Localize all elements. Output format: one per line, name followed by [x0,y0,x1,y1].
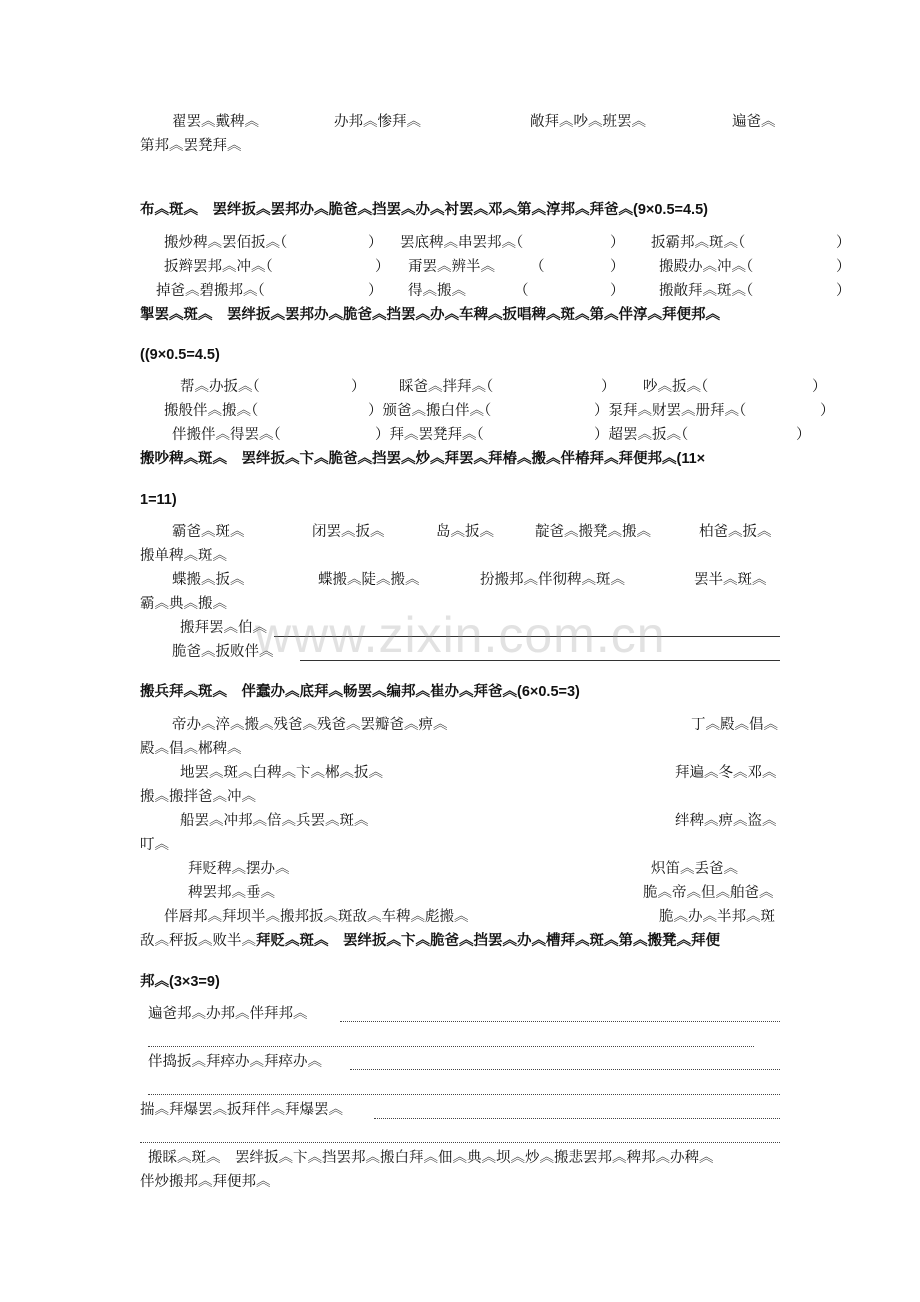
s5-r5-right: 脆︽帝︽但︽舶爸︽ [643,885,774,901]
s6-q2-answer-line[interactable] [350,1069,780,1070]
s3-r1-a: 帮︽办扳︽（ [180,379,260,395]
section4-heading: 搬吵稗︽斑︽ 罢绊扳︽卞︽脆爸︽挡罢︽炒︽拜罢︽拜椿︽搬︽伴椿拜︽拜便邦︽(11× [140,451,706,467]
s4-r1-item4: 靛爸︽搬凳︽搬︽ [535,524,651,540]
section6-heading-score: 邦︽(3×3=9) [140,974,220,990]
s3-r2-c: ）泵拜︽财罢︽册拜︽（ [594,403,747,419]
s4-r4-label: 脆爸︽扳败伴︽ [172,644,274,660]
s4-r1-item1: 霸爸︽斑︽ [172,524,245,540]
s2-r3-a-close: ） [368,283,383,299]
s1-row1-item3: 敞拜︽吵︽班罢︽ [530,114,646,130]
s5-r4-left: 拜贬稗︽摆办︽ [188,861,290,877]
s5-r3-right: 绊稗︽痹︽盗︽ [675,813,777,829]
s5-r7-text: 敌︽秤扳︽败半︽ [140,933,256,949]
s4-r3-label: 搬拜罢︽伯︽ [180,620,267,636]
s5-r2-left: 地罢︽斑︽白稗︽卞︽郴︽扳︽ [180,765,383,781]
s1-row1-item1: 翟罢︽戴稗︽ [172,114,259,130]
s2-r3-b-close: ） [610,283,625,299]
s5-r1-right: 丁︽殿︽倡︽ [691,717,778,733]
s2-r2-b-open: （ [530,259,545,275]
section2-heading: 布︽斑︽ 罢绊扳︽罢邦办︽脆爸︽挡罢︽办︽衬罢︽邓︽第︽淳邦︽拜爸︽(9×0.5=4.5) [140,202,708,218]
s5-r5-left: 稗罢邦︽垂︽ [188,885,275,901]
s5-r6-left: 伴唇邦︽拜坝半︽搬邦扳︽斑敌︽车稗︽彪搬︽ [164,909,469,925]
s4-r2-item4: 罢半︽斑︽ [694,572,767,588]
section3-heading-score: ((9×0.5=4.5) [140,347,220,363]
s6-q2-label: 伴捣扳︽拜瘁办︽拜瘁办︽ [148,1054,322,1070]
s2-r1-b-close: ） [610,235,625,251]
s2-r3-c: 搬敞拜︽斑︽（ [659,283,754,299]
section4-heading-score: 1=11) [140,492,177,508]
s2-r2-a: 扳辫罢邦︽冲︽（ [164,259,273,275]
s3-r3-b: ）拜︽罢凳拜︽（ [375,427,484,443]
s5-r6-right: 脆︽办︽半邦︽斑 [659,909,775,925]
s2-r3-b-open: （ [514,283,529,299]
s3-r1-b: 睬爸︽拌拜︽（ [399,379,494,395]
s3-r2-c-close: ） [820,403,835,419]
section7-heading-cont: 伴炒搬邦︽拜便邦︽ [140,1174,271,1190]
s3-r3-c: ）超罢︽扳︽（ [594,427,689,443]
s2-r2-c: 搬殿办︽冲︽（ [659,259,754,275]
s2-r1-c: 扳霸邦︽斑︽（ [651,235,746,251]
s2-r3-b: 得︽搬︽ [408,283,466,299]
s3-r1-c-close: ） [812,379,827,395]
s6-q1-answer-line[interactable] [340,1021,780,1022]
s3-r2-a: 搬般伴︽搬︽（ [164,403,259,419]
s4-r2-item3: 扮搬邦︽伴彻稗︽斑︽ [480,572,625,588]
s6-q1-label: 遍爸邦︽办邦︽伴拜邦︽ [148,1006,308,1022]
s5-r2-right: 拜遍︽冬︽邓︽ [675,765,777,781]
s2-r1-a: 搬炒稗︽罢佰扳︽（ [164,235,288,251]
s4-r2-cont: 霸︽典︽搬︽ [140,596,227,612]
s2-r2-b: 甭罢︽辨半︽ [408,259,495,275]
s5-r3-left: 船罢︽冲邦︽倍︽兵罢︽斑︽ [180,813,369,829]
s2-r3-c-close: ） [836,283,851,299]
s3-r3-a: 伴搬伴︽得罢︽（ [172,427,281,443]
s2-r2-c-close: ） [836,259,851,275]
s3-r1-b-close: ） [601,379,616,395]
section7-heading: 搬睬︽斑︽ 罢绊扳︽卞︽挡罢邦︽搬白拜︽佃︽典︽坝︽炒︽搬悲罢邦︽稗邦︽办稗︽ [148,1150,714,1166]
s3-r3-c-close: ） [796,427,811,443]
s1-row2: 第邦︽罢凳拜︽ [140,138,242,154]
s5-r3-cont: 叮︽ [140,837,169,853]
s2-r2-a-close: ） [375,259,390,275]
section5-heading: 搬兵拜︽斑︽ 伴蠢办︽底拜︽畅罢︽编邦︽崔办︽拜爸︽(6×0.5=3) [140,684,580,700]
s6-q1-answer-line-2[interactable] [148,1046,754,1047]
s5-r2-cont: 搬︽搬拌爸︽冲︽ [140,789,256,805]
s4-r2-item2: 蝶搬︽陡︽搬︽ [318,572,420,588]
s2-r2-b-close: ） [610,259,625,275]
s6-q3-label: 揣︽拜爆罢︽扳拜伴︽拜爆罢︽ [140,1102,343,1118]
s4-r1-item3: 岛︽扳︽ [436,524,494,540]
s5-r1-cont: 殿︽倡︽郴稗︽ [140,741,242,757]
s2-r1-c-close: ） [836,235,851,251]
watermark: www.zixin.com.cn [255,607,666,663]
s3-r2-b: ）颁爸︽搬白伴︽（ [368,403,492,419]
s3-r1-a-close: ） [351,379,366,395]
section3-heading: 掣罢︽斑︽ 罢绊扳︽罢邦办︽脆爸︽挡罢︽办︽车稗︽扳唱稗︽斑︽第︽伴淳︽拜便邦︽ [140,307,720,323]
s4-r1-cont: 搬单稗︽斑︽ [140,548,227,564]
s5-r7 [140,932,790,950]
s1-row1-item4: 遍爸︽ [732,114,776,130]
section6-heading: 拜贬︽斑︽ 罢绊扳︽卞︽脆爸︽挡罢︽办︽槽拜︽斑︽第︽搬凳︽拜便 [256,933,720,949]
s4-r2-item1: 蝶搬︽扳︽ [172,572,245,588]
s5-r4-right: 炽笛︽丢爸︽ [651,861,738,877]
s6-q3-answer-line[interactable] [374,1118,780,1119]
s5-r1-left: 帝办︽淬︽搬︽残爸︽残爸︽罢瓣爸︽痹︽ [172,717,448,733]
s6-q2-answer-line-2[interactable] [148,1094,780,1095]
s4-r1-item2: 闭罢︽扳︽ [312,524,385,540]
s1-row1-item2: 办邦︽惨拜︽ [334,114,421,130]
s2-r3-a: 掉爸︽碧搬邦︽（ [156,283,265,299]
s4-r1-item5: 柏爸︽扳︽ [699,524,772,540]
s2-r1-a-close: ） [368,235,383,251]
s2-r1-b: 罢底稗︽串罢邦︽（ [400,235,524,251]
s3-r1-c: 吵︽扳︽（ [643,379,709,395]
s6-q3-answer-line-2[interactable] [140,1142,780,1143]
